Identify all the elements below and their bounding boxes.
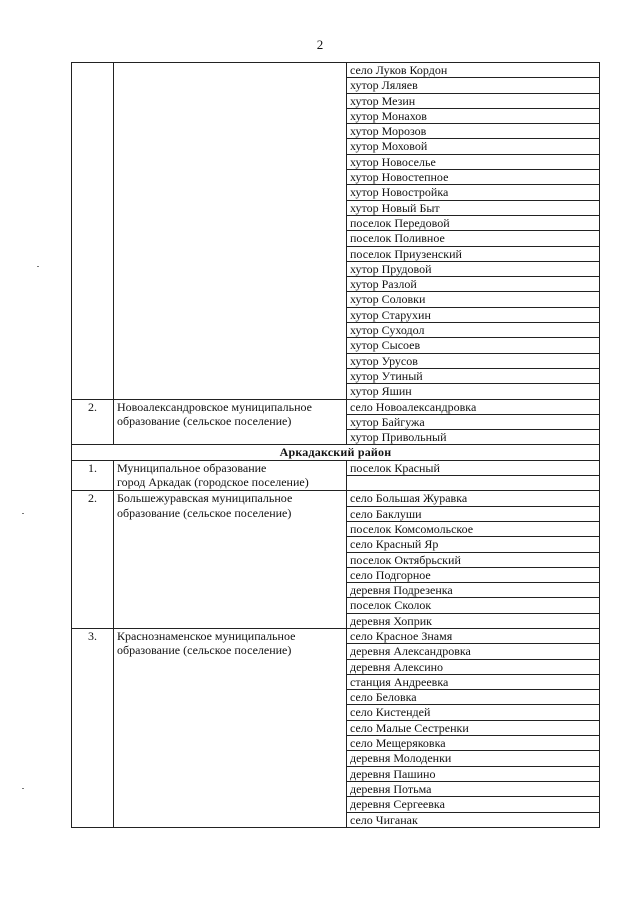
settlement-cell: поселок Сколок: [347, 598, 600, 613]
settlement-cell: поселок Передовой: [347, 215, 600, 230]
settlement-cell: село Подгорное: [347, 567, 600, 582]
settlement-cell: село Мещеряковка: [347, 736, 600, 751]
scan-speck: [22, 513, 24, 514]
settlement-cell: хутор Урусов: [347, 353, 600, 368]
municipality-cell: [114, 63, 347, 400]
municipality-cell: [114, 460, 347, 491]
settlement-cell: поселок Октябрьский: [347, 552, 600, 567]
settlement-cell: поселок Приузенский: [347, 246, 600, 261]
settlement-cell: хутор Морозов: [347, 124, 600, 139]
settlement-cell: хутор Новоселье: [347, 154, 600, 169]
settlement-cell: хутор Привольный: [347, 430, 600, 445]
settlement-cell: хутор Мезин: [347, 93, 600, 108]
settlement-cell: хутор Яшин: [347, 384, 600, 399]
settlement-cell: поселок Комсомольское: [347, 521, 600, 536]
settlement-cell: село Кистендей: [347, 705, 600, 720]
municipality-name-line: город Аркадак (городское поселение): [117, 475, 309, 490]
settlements-table: [71, 62, 600, 828]
settlement-cell: хутор Соловки: [347, 292, 600, 307]
settlement-cell: село Красное Знамя: [347, 628, 600, 643]
settlement-cell: хутор Новый Быт: [347, 200, 600, 215]
district-title: Аркадакский район: [72, 445, 600, 460]
settlement-cell: хутор Разлой: [347, 277, 600, 292]
settlement-cell: хутор Байгужа: [347, 414, 600, 429]
table-row: [72, 399, 600, 414]
settlement-cell: хутор Моховой: [347, 139, 600, 154]
settlement-cell: село Баклуши: [347, 506, 600, 521]
table-row: [72, 460, 600, 475]
settlement-cell: деревня Александровка: [347, 644, 600, 659]
settlement-cell: деревня Подрезенка: [347, 583, 600, 598]
settlement-cell: поселок Поливное: [347, 231, 600, 246]
municipality-name-line: Муниципальное образование: [117, 460, 267, 475]
municipality-name-line: Большежуравская муниципальное: [117, 491, 293, 506]
settlement-cell: деревня Хоприк: [347, 613, 600, 628]
settlement-cell: [347, 476, 600, 491]
scan-speck: [22, 788, 24, 789]
settlement-cell: хутор Утиный: [347, 368, 600, 383]
settlement-cell: поселок Красный: [347, 460, 600, 475]
municipality-cell: [114, 628, 347, 827]
row-number: [72, 63, 114, 400]
row-number: 2.: [72, 399, 114, 445]
settlement-cell: село Новоалександровка: [347, 399, 600, 414]
settlement-cell: деревня Алексино: [347, 659, 600, 674]
municipality-name-line: образование (сельское поселение): [117, 643, 292, 658]
scan-speck: [37, 266, 39, 267]
municipality-name-line: образование (сельское поселение): [117, 413, 292, 428]
table-row: [72, 63, 600, 78]
settlement-cell: деревня Сергеевка: [347, 797, 600, 812]
municipality-name-line: Краснознаменское муниципальное: [117, 628, 296, 643]
settlement-cell: село Большая Журавка: [347, 491, 600, 506]
table-row: [72, 491, 600, 506]
settlement-cell: станция Андреевка: [347, 674, 600, 689]
settlement-cell: деревня Пашино: [347, 766, 600, 781]
municipality-name-line: образование (сельское поселение): [117, 505, 292, 520]
settlement-cell: село Луков Кордон: [347, 63, 600, 78]
settlement-cell: село Малые Сестренки: [347, 720, 600, 735]
municipality-cell: [114, 491, 347, 629]
settlement-cell: деревня Молоденки: [347, 751, 600, 766]
table-row: [72, 628, 600, 643]
district-header-row: [72, 445, 600, 460]
settlement-cell: хутор Новостепное: [347, 170, 600, 185]
row-number: 3.: [72, 628, 114, 827]
settlement-cell: хутор Новостройка: [347, 185, 600, 200]
municipality-name-line: Новоалександровское муниципальное: [117, 399, 312, 414]
settlement-cell: село Чиганак: [347, 812, 600, 827]
settlement-cell: хутор Монахов: [347, 108, 600, 123]
settlement-cell: хутор Суходол: [347, 323, 600, 338]
settlement-cell: хутор Ляляев: [347, 78, 600, 93]
municipality-cell: [114, 399, 347, 445]
settlement-cell: село Красный Яр: [347, 537, 600, 552]
row-number: 2.: [72, 491, 114, 629]
page-number: 2: [316, 37, 324, 52]
settlement-cell: деревня Потьма: [347, 781, 600, 796]
row-number: 1.: [72, 460, 114, 491]
settlement-cell: хутор Прудовой: [347, 261, 600, 276]
settlement-cell: хутор Старухин: [347, 307, 600, 322]
settlement-cell: село Беловка: [347, 690, 600, 705]
settlement-cell: хутор Сысоев: [347, 338, 600, 353]
